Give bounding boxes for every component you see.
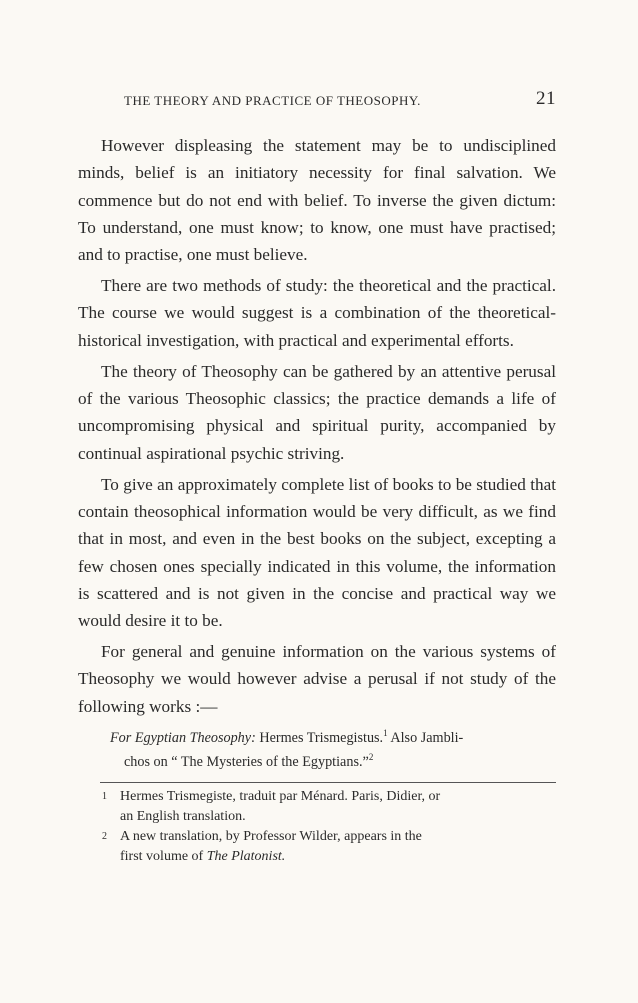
footnote-text: an English translation.: [120, 808, 246, 824]
footnote-mark: 2: [102, 830, 107, 842]
book-page: [78, 88, 556, 867]
footnote-ref: 2: [368, 752, 374, 763]
reference-text: Also Jambli-: [387, 729, 464, 746]
reference-label: For Egyptian Theosophy:: [110, 729, 256, 746]
page-number: 21: [536, 88, 556, 109]
reference-text: Hermes Trismegistus.: [255, 729, 384, 746]
footnote-ref: 1: [383, 727, 388, 738]
footnote-divider: [100, 782, 556, 783]
running-head: [78, 88, 556, 114]
paragraph: To give an approximately complete list of books to be studied that contain theosophical information would be very difficult, as we find that in most, and even in the best books on the subject, excepting a few chosen ones specially indicated in this volume, the information is scattered and is not given in the concise and practical way we would desire it to be.: [78, 474, 556, 631]
footnote: [78, 787, 556, 827]
footnote-title: The Platonist.: [206, 848, 286, 864]
footnotes: [78, 787, 556, 867]
footnote: [78, 827, 556, 867]
footnote-text: A new translation, by Professor Wilder, appears in the: [120, 828, 422, 844]
reading-list-entry: [78, 724, 556, 773]
paragraph: However displeasing the statement may be to undisciplined minds, belief is an initiatory necessity for final salvation. We commence but do not end with belief. To inverse the given dictum: To understand, one must know; to know, one must have practised; and to practise, one must believe.: [78, 136, 556, 265]
paragraph: The theory of Theosophy can be gathered by an attentive perusal of the various Theosophic classics; the practice demands a life of uncompromising physical and spiritual purity, accompanied by continual aspirational psychic striving.: [78, 361, 556, 463]
running-title: THE THEORY AND PRACTICE OF THEOSOPHY.: [124, 93, 421, 108]
footnote-text: Hermes Trismegiste, traduit par Ménard. Paris, Didier, or: [120, 788, 441, 804]
footnote-text: first volume of: [120, 848, 207, 864]
reference-text: chos on “ The Mysteries of the Egyptians.”: [124, 754, 369, 771]
paragraph: For general and genuine information on the various systems of Theosophy we would however advise a perusal if not study of the following works :—: [78, 642, 556, 716]
paragraph: There are two methods of study: the theoretical and the practical. The course we would suggest is a combination of the theoretical-historical investigation, with practical and experimental efforts.: [78, 276, 556, 350]
footnote-mark: 1: [102, 790, 107, 802]
body-text: [78, 132, 556, 720]
